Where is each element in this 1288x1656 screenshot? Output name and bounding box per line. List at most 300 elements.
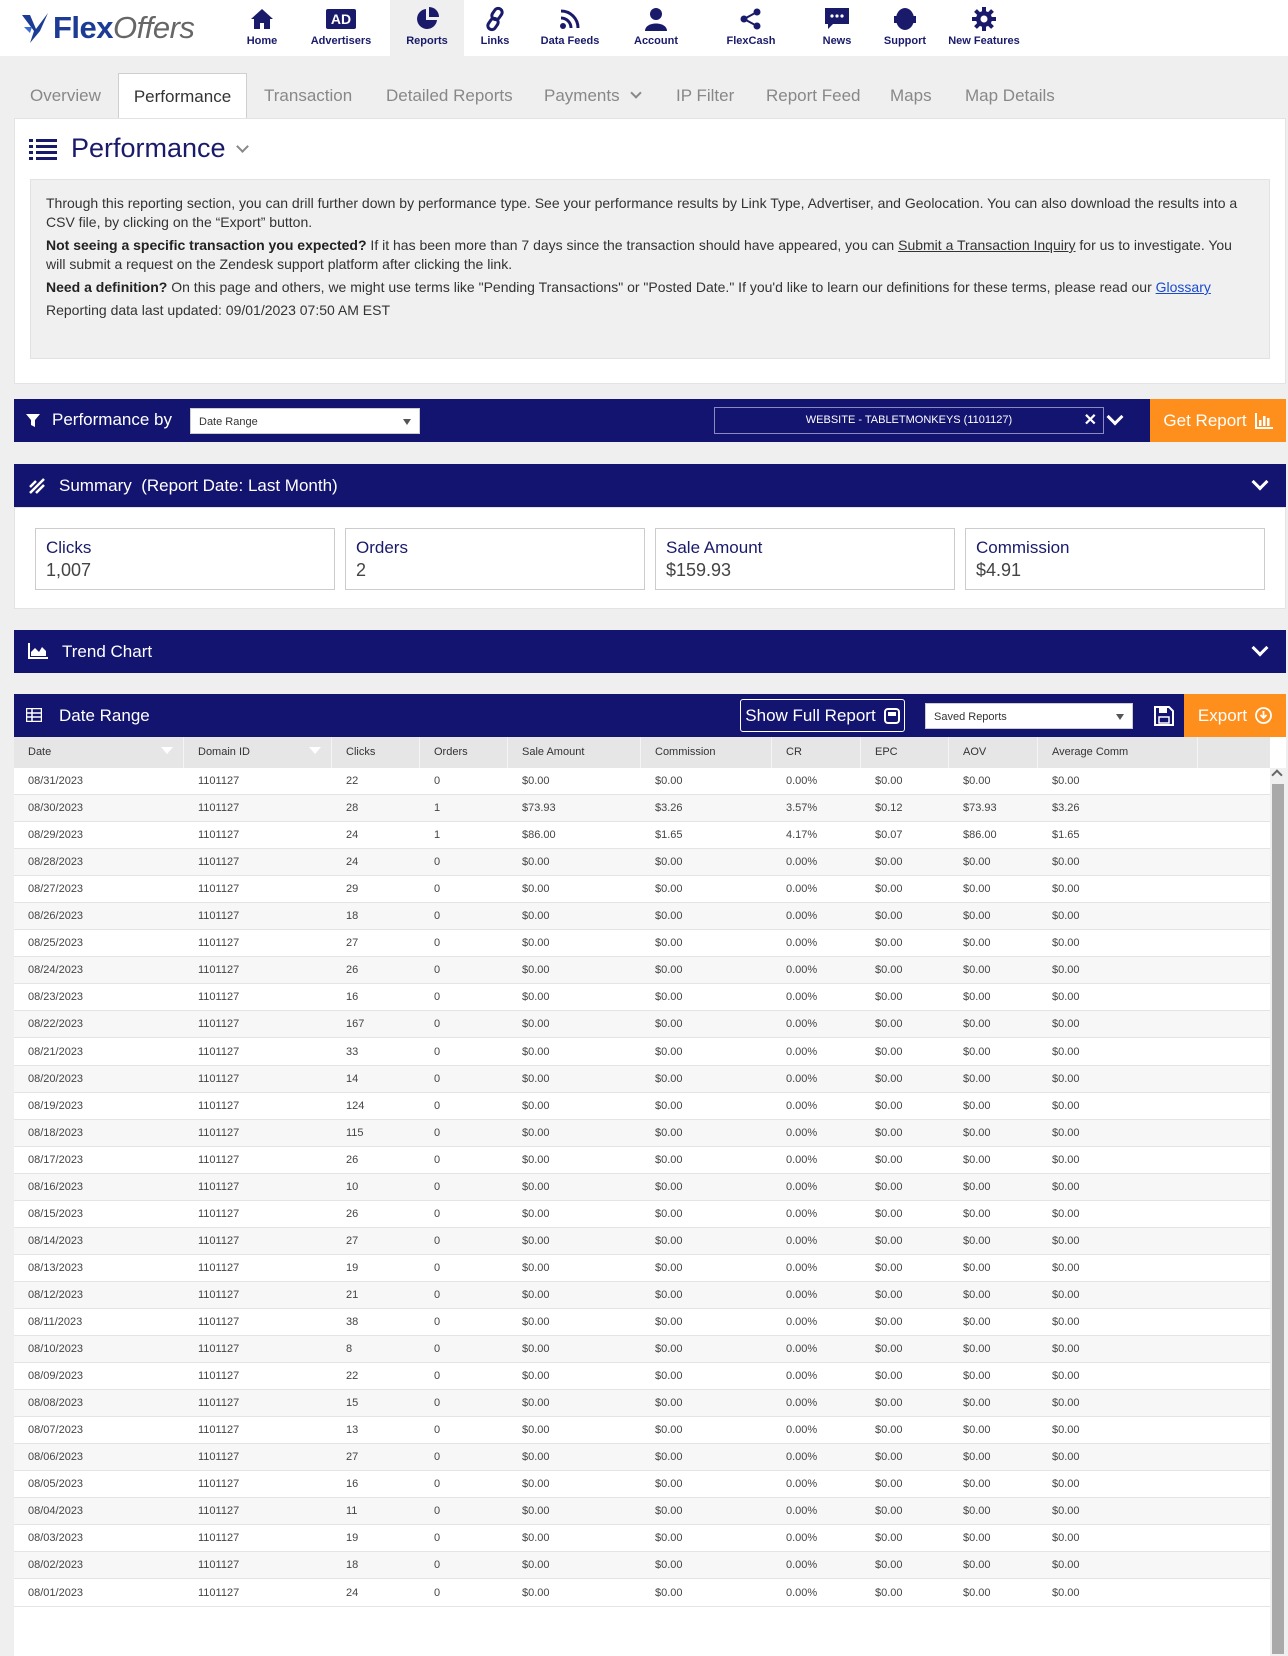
cell-sale-amount: $0.00 xyxy=(522,1451,550,1464)
cell-commission: $0.00 xyxy=(655,1126,683,1139)
cell-orders: 0 xyxy=(434,1586,441,1599)
cell-domain-id: 1101127 xyxy=(198,1397,240,1410)
cell-sale-amount: $0.00 xyxy=(522,1045,550,1058)
cell-clicks: 16 xyxy=(346,1478,359,1491)
cell-domain-id: 1101127 xyxy=(198,1153,240,1166)
cell-cr: 0.00% xyxy=(786,1072,818,1085)
report-header xyxy=(14,694,1286,737)
nav-account[interactable] xyxy=(626,0,686,56)
scroll-up-icon[interactable] xyxy=(1271,769,1282,780)
cell-cr: 0.00% xyxy=(786,1316,818,1328)
cell-epc: $0.00 xyxy=(875,1316,903,1328)
column-header-average-comm[interactable]: Average Comm xyxy=(1038,737,1198,768)
cell-epc: $0.07 xyxy=(875,829,903,842)
cell-date: 08/22/2023 xyxy=(28,1018,84,1031)
cell-clicks: 27 xyxy=(346,1234,359,1247)
cell-epc: $0.00 xyxy=(875,1180,903,1193)
cell-domain-id: 1101127 xyxy=(198,1478,240,1491)
cell-date: 08/21/2023 xyxy=(28,1045,84,1058)
cell-epc: $0.00 xyxy=(875,1099,903,1112)
page-title-row[interactable] xyxy=(29,133,247,164)
table-row xyxy=(14,1039,1270,1066)
cell-average-comm: $0.00 xyxy=(1052,1451,1080,1464)
cell-average-comm: $3.26 xyxy=(1052,802,1080,815)
nav-data-feeds[interactable] xyxy=(534,0,606,56)
cell-commission: $0.00 xyxy=(655,1234,683,1247)
cell-clicks: 19 xyxy=(346,1261,359,1274)
cell-cr: 0.00% xyxy=(786,883,818,896)
column-header-commission[interactable]: Commission xyxy=(641,737,772,768)
cell-clicks: 26 xyxy=(346,964,359,977)
table-row xyxy=(14,795,1270,822)
cell-clicks: 27 xyxy=(346,1451,359,1464)
cell-clicks: 8 xyxy=(346,1343,353,1356)
cell-date: 08/16/2023 xyxy=(28,1180,84,1193)
cell-average-comm: $0.00 xyxy=(1052,1018,1080,1031)
cell-average-comm: $0.00 xyxy=(1052,1316,1080,1328)
nav-new-features-label: New Features xyxy=(948,35,1020,47)
cell-date: 08/28/2023 xyxy=(28,856,84,869)
filter-icon xyxy=(26,414,40,428)
cell-cr: 0.00% xyxy=(786,1126,818,1139)
cell-orders: 0 xyxy=(434,910,441,923)
cell-average-comm: $0.00 xyxy=(1052,1261,1080,1274)
cell-cr: 0.00% xyxy=(786,1478,818,1491)
cell-clicks: 26 xyxy=(346,1153,359,1166)
column-filter-icon[interactable] xyxy=(161,747,173,754)
cell-date: 08/10/2023 xyxy=(28,1343,84,1356)
nav-advertisers-label: Advertisers xyxy=(310,35,372,47)
cell-cr: 0.00% xyxy=(786,1180,818,1193)
cell-date: 08/02/2023 xyxy=(28,1559,84,1572)
cell-clicks: 29 xyxy=(346,883,359,896)
cell-commission: $0.00 xyxy=(655,1045,683,1058)
cell-clicks: 24 xyxy=(346,1586,359,1599)
cell-commission: $0.00 xyxy=(655,1532,683,1545)
chevron-down-icon xyxy=(236,140,249,153)
cell-sale-amount: $0.00 xyxy=(522,1505,550,1518)
summary-header[interactable] xyxy=(14,464,1286,507)
cell-clicks: 124 xyxy=(346,1099,365,1112)
cell-epc: $0.00 xyxy=(875,1397,903,1410)
cell-orders: 0 xyxy=(434,1153,441,1166)
info-transaction-inquiry: Not seeing a specific transaction you expected? If it has been more than 7 days since the transaction should have appeared, you can Submit a Transaction Inquiry for us to investigate. You will submit a request on the Zendesk support platform after clicking the link. xyxy=(46,237,1232,272)
cell-sale-amount: $0.00 xyxy=(522,1370,550,1383)
nav-advertisers[interactable] xyxy=(298,0,384,56)
cell-average-comm: $0.00 xyxy=(1052,991,1080,1004)
cell-epc: $0.00 xyxy=(875,991,903,1004)
report-title: Date Range xyxy=(59,706,150,725)
cell-domain-id: 1101127 xyxy=(198,1370,240,1383)
cell-epc: $0.00 xyxy=(875,883,903,896)
cell-date: 08/03/2023 xyxy=(28,1532,84,1545)
cell-commission: $0.00 xyxy=(655,1099,683,1112)
cell-commission: $0.00 xyxy=(655,1451,683,1464)
table-row xyxy=(14,822,1270,849)
table-scrollbar[interactable] xyxy=(1270,768,1286,1656)
tab-detailed-reports[interactable]: Detailed Reports xyxy=(386,86,513,105)
column-header-epc[interactable]: EPC xyxy=(861,737,949,768)
cell-sale-amount: $0.00 xyxy=(522,883,550,896)
cell-cr: 0.00% xyxy=(786,1018,818,1031)
glossary-link[interactable]: Glossary xyxy=(1155,279,1211,295)
cell-epc: $0.00 xyxy=(875,1234,903,1247)
column-header-date[interactable]: Date xyxy=(14,737,184,768)
cell-date: 08/12/2023 xyxy=(28,1288,84,1301)
cell-domain-id: 1101127 xyxy=(198,829,240,842)
column-header-orders[interactable]: Orders xyxy=(420,737,508,768)
cell-sale-amount: $0.00 xyxy=(522,1586,550,1599)
cell-clicks: 21 xyxy=(346,1288,359,1301)
cell-date: 08/01/2023 xyxy=(28,1586,84,1599)
cell-domain-id: 1101127 xyxy=(198,1207,240,1220)
cell-aov: $0.00 xyxy=(963,991,991,1004)
cell-cr: 0.00% xyxy=(786,1505,818,1518)
table-row xyxy=(14,1282,1270,1309)
saved-reports-select[interactable]: Saved Reports xyxy=(925,703,1133,729)
cell-date: 08/20/2023 xyxy=(28,1072,84,1085)
cell-sale-amount: $0.00 xyxy=(522,1316,550,1328)
cell-cr: 3.57% xyxy=(786,802,818,815)
chevron-down-icon[interactable] xyxy=(1252,474,1269,491)
cell-orders: 0 xyxy=(434,1451,441,1464)
cell-sale-amount: $0.00 xyxy=(522,1126,550,1139)
table-row xyxy=(14,1066,1270,1093)
cell-domain-id: 1101127 xyxy=(198,1180,240,1193)
cell-orders: 0 xyxy=(434,856,441,869)
cell-commission: $0.00 xyxy=(655,883,683,896)
cell-average-comm: $0.00 xyxy=(1052,1099,1080,1112)
cell-epc: $0.00 xyxy=(875,1478,903,1491)
scroll-thumb[interactable] xyxy=(1272,784,1284,1654)
column-header-domain-id[interactable]: Domain ID xyxy=(184,737,332,768)
cell-commission: $0.00 xyxy=(655,1153,683,1166)
cell-commission: $0.00 xyxy=(655,1316,683,1328)
cell-orders: 0 xyxy=(434,1343,441,1356)
tab-payments[interactable] xyxy=(544,73,654,119)
cell-date: 08/19/2023 xyxy=(28,1099,84,1112)
tab-payments-label: Payments xyxy=(544,86,620,105)
cell-average-comm: $0.00 xyxy=(1052,1343,1080,1356)
logo-text-offers: Offers xyxy=(113,10,195,45)
performance-filter-bar xyxy=(14,399,1286,442)
cell-clicks: 18 xyxy=(346,910,359,923)
column-header-aov[interactable]: AOV xyxy=(949,737,1038,768)
cell-orders: 0 xyxy=(434,1099,441,1112)
cell-cr: 0.00% xyxy=(786,937,818,950)
nav-support[interactable] xyxy=(876,0,934,56)
table-row xyxy=(14,1174,1270,1201)
cell-aov: $0.00 xyxy=(963,964,991,977)
cell-average-comm: $0.00 xyxy=(1052,1126,1080,1139)
cell-epc: $0.00 xyxy=(875,1424,903,1437)
table-row xyxy=(14,1417,1270,1444)
cell-average-comm: $0.00 xyxy=(1052,856,1080,869)
cell-orders: 0 xyxy=(434,1072,441,1085)
cell-clicks: 13 xyxy=(346,1424,359,1437)
cell-domain-id: 1101127 xyxy=(198,1288,240,1301)
cell-domain-id: 1101127 xyxy=(198,1126,240,1139)
cell-average-comm: $0.00 xyxy=(1052,910,1080,923)
cell-epc: $0.00 xyxy=(875,1370,903,1383)
cell-sale-amount: $0.00 xyxy=(522,1072,550,1085)
nav-account-label: Account xyxy=(634,35,678,47)
tab-maps[interactable]: Maps xyxy=(890,86,932,105)
cell-aov: $0.00 xyxy=(963,1288,991,1301)
close-icon[interactable]: ✕ xyxy=(1083,412,1097,429)
cell-domain-id: 1101127 xyxy=(198,964,240,977)
cell-cr: 0.00% xyxy=(786,1261,818,1274)
info-intro: Through this reporting section, you can drill further down by performance type. See your performance results by Link Type, Advertiser, and Geolocation. You can also download the results into a CSV file, by clicking on the “Export” button. xyxy=(46,195,1238,230)
cell-epc: $0.00 xyxy=(875,1126,903,1139)
tab-ip-filter[interactable]: IP Filter xyxy=(676,86,735,105)
cell-domain-id: 1101127 xyxy=(198,1559,240,1572)
tab-transaction[interactable]: Transaction xyxy=(264,86,353,105)
cell-cr: 0.00% xyxy=(786,1397,818,1410)
nav-links[interactable] xyxy=(470,0,520,56)
cell-average-comm: $0.00 xyxy=(1052,1559,1080,1572)
cell-orders: 0 xyxy=(434,775,441,787)
transaction-inquiry-link[interactable]: Submit a Transaction Inquiry xyxy=(898,237,1076,253)
cell-average-comm: $0.00 xyxy=(1052,1586,1080,1599)
cell-clicks: 33 xyxy=(346,1045,359,1058)
cell-aov: $0.00 xyxy=(963,1018,991,1031)
cell-sale-amount: $0.00 xyxy=(522,1153,550,1166)
cell-aov: $0.00 xyxy=(963,1072,991,1085)
column-header-clicks[interactable]: Clicks xyxy=(332,737,420,768)
chevron-down-icon[interactable] xyxy=(1107,409,1124,426)
cell-average-comm: $0.00 xyxy=(1052,1072,1080,1085)
table-row xyxy=(14,903,1270,930)
cell-average-comm: $0.00 xyxy=(1052,1180,1080,1193)
summary-title: Summary xyxy=(59,476,132,495)
cell-commission: $0.00 xyxy=(655,937,683,950)
cell-cr: 0.00% xyxy=(786,856,818,869)
cell-cr: 0.00% xyxy=(786,1532,818,1545)
cell-cr: 0.00% xyxy=(786,964,818,977)
cell-date: 08/15/2023 xyxy=(28,1207,84,1220)
cell-domain-id: 1101127 xyxy=(198,1261,240,1274)
cell-epc: $0.00 xyxy=(875,964,903,977)
table-row xyxy=(14,957,1270,984)
cell-domain-id: 1101127 xyxy=(198,1018,240,1031)
cell-cr: 0.00% xyxy=(786,1234,818,1247)
cell-clicks: 115 xyxy=(346,1126,364,1139)
cell-aov: $0.00 xyxy=(963,1451,991,1464)
cell-clicks: 19 xyxy=(346,1532,359,1545)
cell-aov: $0.00 xyxy=(963,1180,991,1193)
cell-aov: $0.00 xyxy=(963,1586,991,1599)
table-row xyxy=(14,1147,1270,1174)
cell-sale-amount: $0.00 xyxy=(522,964,550,977)
cell-sale-amount: $0.00 xyxy=(522,910,550,923)
get-report-button[interactable]: Get Report xyxy=(1150,399,1286,442)
cell-average-comm: $0.00 xyxy=(1052,775,1080,787)
table-row xyxy=(14,1228,1270,1255)
cell-orders: 0 xyxy=(434,1207,441,1220)
cell-aov: $0.00 xyxy=(963,1207,991,1220)
cell-aov: $0.00 xyxy=(963,1478,991,1491)
share-icon xyxy=(736,5,766,33)
cell-commission: $0.00 xyxy=(655,964,683,977)
cell-date: 08/18/2023 xyxy=(28,1126,84,1139)
top-navigation xyxy=(0,0,1288,56)
cell-orders: 0 xyxy=(434,937,441,950)
table-row xyxy=(14,930,1270,957)
cell-cr: 0.00% xyxy=(786,1559,818,1572)
cell-orders: 1 xyxy=(434,829,441,842)
cell-average-comm: $0.00 xyxy=(1052,1424,1080,1437)
cell-clicks: 27 xyxy=(346,937,359,950)
cell-average-comm: $1.65 xyxy=(1052,829,1080,842)
table-row xyxy=(14,876,1270,903)
cell-domain-id: 1101127 xyxy=(198,1343,240,1356)
rss-icon xyxy=(555,5,585,33)
cell-cr: 0.00% xyxy=(786,1288,818,1301)
cell-commission: $0.00 xyxy=(655,1559,683,1572)
cell-epc: $0.00 xyxy=(875,1288,903,1301)
cell-commission: $0.00 xyxy=(655,1261,683,1274)
cell-epc: $0.00 xyxy=(875,1532,903,1545)
cell-orders: 0 xyxy=(434,1316,441,1328)
flexoffers-logo[interactable] xyxy=(20,6,194,50)
table-row xyxy=(14,1580,1270,1607)
cell-clicks: 16 xyxy=(346,991,359,1004)
cell-clicks: 28 xyxy=(346,802,359,815)
tab-overview[interactable]: Overview xyxy=(30,86,101,105)
nav-new-features[interactable] xyxy=(944,0,1024,56)
download-icon xyxy=(1255,707,1272,724)
cell-average-comm: $0.00 xyxy=(1052,1207,1080,1220)
cell-average-comm: $0.00 xyxy=(1052,1478,1080,1491)
cell-domain-id: 1101127 xyxy=(198,1072,240,1085)
table-row xyxy=(14,1336,1270,1363)
table-row xyxy=(14,1011,1270,1038)
column-header-sale-amount[interactable]: Sale Amount xyxy=(508,737,641,768)
tab-performance[interactable]: Performance xyxy=(118,73,247,120)
cell-commission: $0.00 xyxy=(655,1343,683,1356)
website-select[interactable]: WEBSITE - TABLETMONKEYS (1101127) ✕ xyxy=(714,407,1104,434)
tab-map-details[interactable]: Map Details xyxy=(965,86,1055,105)
cell-date: 08/27/2023 xyxy=(28,883,84,896)
cell-sale-amount: $0.00 xyxy=(522,991,550,1004)
tab-report-feed[interactable]: Report Feed xyxy=(766,86,861,105)
cell-orders: 0 xyxy=(434,1180,441,1193)
cell-orders: 0 xyxy=(434,1126,441,1139)
cell-clicks: 38 xyxy=(346,1316,359,1328)
nav-reports[interactable] xyxy=(390,0,464,56)
table-row xyxy=(14,1525,1270,1552)
show-full-report-button[interactable]: Show Full Report xyxy=(740,699,905,732)
performance-panel xyxy=(14,118,1286,384)
cell-average-comm: $0.00 xyxy=(1052,964,1080,977)
cell-average-comm: $0.00 xyxy=(1052,883,1080,896)
report-subtabs xyxy=(14,73,1286,119)
cell-domain-id: 1101127 xyxy=(198,775,240,787)
cell-clicks: 18 xyxy=(346,1559,359,1572)
cell-orders: 0 xyxy=(434,1397,441,1410)
cell-sale-amount: $0.00 xyxy=(522,1424,550,1437)
table-row xyxy=(14,849,1270,876)
column-header-cr[interactable]: CR xyxy=(772,737,861,768)
cell-sale-amount: $0.00 xyxy=(522,1343,550,1356)
summary-card-orders: Orders 2 xyxy=(345,528,645,590)
headset-icon xyxy=(890,5,920,33)
dropdown-caret-icon xyxy=(403,419,411,425)
table-row xyxy=(14,1498,1270,1525)
area-chart-icon xyxy=(28,643,48,659)
cell-cr: 0.00% xyxy=(786,910,818,923)
nav-flexcash[interactable] xyxy=(720,0,782,56)
cell-commission: $3.26 xyxy=(655,802,683,815)
cell-domain-id: 1101127 xyxy=(198,802,240,815)
table-row xyxy=(14,1255,1270,1282)
cell-aov: $0.00 xyxy=(963,1424,991,1437)
column-filter-icon[interactable] xyxy=(309,747,321,754)
save-icon[interactable] xyxy=(1154,706,1174,726)
performance-by-select[interactable]: Date Range xyxy=(190,408,420,434)
cell-cr: 0.00% xyxy=(786,1153,818,1166)
cell-sale-amount: $86.00 xyxy=(522,829,556,842)
cell-date: 08/11/2023 xyxy=(28,1316,83,1328)
cell-average-comm: $0.00 xyxy=(1052,1505,1080,1518)
cell-epc: $0.00 xyxy=(875,1586,903,1599)
cell-commission: $0.00 xyxy=(655,1207,683,1220)
cell-date: 08/08/2023 xyxy=(28,1397,84,1410)
cell-date: 08/13/2023 xyxy=(28,1261,84,1274)
nav-flexcash-label: FlexCash xyxy=(726,35,776,47)
cell-date: 08/29/2023 xyxy=(28,829,84,842)
cell-clicks: 15 xyxy=(346,1397,359,1410)
cell-domain-id: 1101127 xyxy=(198,883,240,896)
cell-commission: $0.00 xyxy=(655,1478,683,1491)
cell-orders: 0 xyxy=(434,1288,441,1301)
summary-card-clicks: Clicks 1,007 xyxy=(35,528,335,590)
cell-commission: $0.00 xyxy=(655,1505,683,1518)
cell-date: 08/14/2023 xyxy=(28,1234,84,1247)
cell-orders: 0 xyxy=(434,1261,441,1274)
nav-reports-label: Reports xyxy=(406,35,448,47)
trend-chart-header[interactable] xyxy=(14,630,1286,673)
cell-cr: 0.00% xyxy=(786,991,818,1004)
table-row xyxy=(14,768,1270,795)
table-row xyxy=(14,1390,1270,1417)
page-title: Performance xyxy=(71,133,226,163)
cell-aov: $0.00 xyxy=(963,856,991,869)
dropdown-caret-icon xyxy=(1116,714,1124,720)
cell-clicks: 11 xyxy=(346,1505,358,1518)
cell-orders: 1 xyxy=(434,802,441,815)
cell-commission: $0.00 xyxy=(655,1370,683,1383)
cell-orders: 0 xyxy=(434,1018,441,1031)
nav-home[interactable] xyxy=(232,0,292,56)
cell-orders: 0 xyxy=(434,991,441,1004)
cell-clicks: 22 xyxy=(346,775,359,787)
cell-domain-id: 1101127 xyxy=(198,910,240,923)
cell-sale-amount: $0.00 xyxy=(522,1532,550,1545)
nav-news[interactable] xyxy=(812,0,862,56)
nav-data-feeds-label: Data Feeds xyxy=(540,35,600,47)
logo-text-flex: Flex xyxy=(53,10,114,45)
cell-domain-id: 1101127 xyxy=(198,1451,240,1464)
export-button[interactable]: Export xyxy=(1184,694,1286,737)
chevron-down-icon[interactable] xyxy=(1252,640,1269,657)
cell-commission: $0.00 xyxy=(655,1180,683,1193)
cell-epc: $0.00 xyxy=(875,1018,903,1031)
cell-date: 08/23/2023 xyxy=(28,991,84,1004)
cell-average-comm: $0.00 xyxy=(1052,1532,1080,1545)
cell-epc: $0.00 xyxy=(875,856,903,869)
